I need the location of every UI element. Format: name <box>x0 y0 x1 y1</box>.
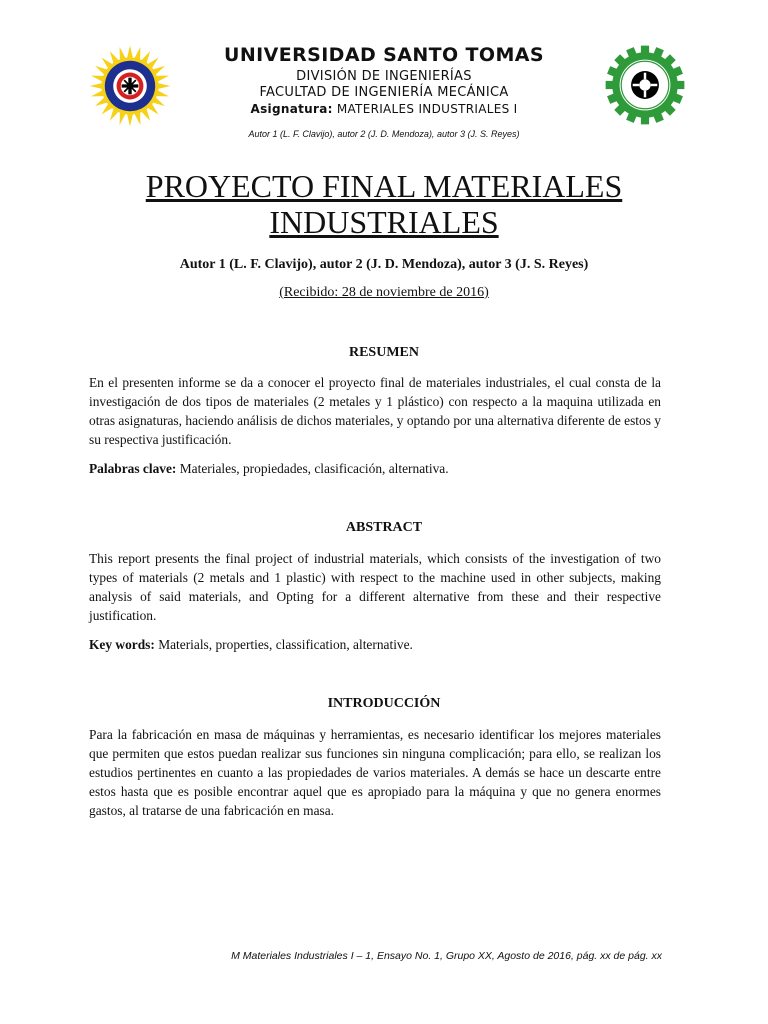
abstract-heading: ABSTRACT <box>345 520 423 535</box>
subject-value: MATERIALES INDUSTRIALES I <box>336 102 518 116</box>
resumen-text: En el presenten informe se da a conocer el proyecto final de materiales industriales, el cual consta de la investigación de dos tipos de materiales (2 metales y 1 plástico) con respecto a la maquina utilizada en otras asignaturas, haciendo análisis de dichos materiales, y optando por una alternativa diferente de estos y su respectiva justificación. <box>89 375 661 447</box>
received-date: (Recibido: 28 de noviembre de 2016) <box>279 285 489 300</box>
paper-title-line1: PROYECTO FINAL MATERIALES <box>145 168 623 204</box>
division-name: DIVISIÓN DE INGENIERÍAS <box>296 69 472 84</box>
university-name: UNIVERSIDAD SANTO TOMAS <box>224 44 544 66</box>
abstract-keywords <box>89 637 661 653</box>
resumen-keywords <box>89 461 661 477</box>
abstract-text: This report presents the final project of industrial materials, which consists of the investigation of two types of materials (2 metals and 1 plastic) with respect to the machine used in other subjects, making analysis of said materials, and Opting for a different alternative from these and their respective justification. <box>89 551 661 623</box>
paper-title <box>100 168 668 240</box>
introduccion-heading: INTRODUCCIÓN <box>327 696 441 711</box>
page-footer: M Materiales Industriales I – 1, Ensayo No. 1, Grupo XX, Agosto de 2016, pág. xx de pág. xx <box>231 950 662 962</box>
header-authors: Autor 1 (L. F. Clavijo), autor 2 (J. D. Mendoza), autor 3 (J. S. Reyes) <box>248 129 520 139</box>
introduccion-text: Para la fabricación en masa de máquinas y herramientas, es necesario identificar los mejores materiales que permiten que estos puedan realizar sus funciones sin ninguna complicación; para ello, se realizan los estudios pertinentes en cuanto a las propiedades de varios materiales. A demás se hace un descarte entre estos hasta que es posible encontrar aquel que es apropiado para la máquina y que no genera enormes gastos, al tratarse de una fabricación en masa. <box>89 727 661 818</box>
resumen-keywords-value: Materiales, propiedades, clasificación, alternativa. <box>179 461 449 476</box>
resumen-heading: RESUMEN <box>348 345 419 360</box>
resumen-keywords-label: Palabras clave: <box>89 461 177 476</box>
university-seal-icon <box>88 44 172 128</box>
subject-line <box>180 102 588 116</box>
subject-label: Asignatura: <box>250 102 333 116</box>
abstract-keywords-value: Materials, properties, classification, alternative. <box>158 637 413 652</box>
paper-authors: Autor 1 (L. F. Clavijo), autor 2 (J. D. Mendoza), autor 3 (J. S. Reyes) <box>179 257 589 272</box>
mechanical-gear-icon <box>604 44 686 126</box>
faculty-name: FACULTAD DE INGENIERÍA MECÁNICA <box>259 85 509 100</box>
abstract-keywords-label: Key words: <box>89 637 155 652</box>
paper-title-line2: INDUSTRIALES <box>269 204 499 240</box>
